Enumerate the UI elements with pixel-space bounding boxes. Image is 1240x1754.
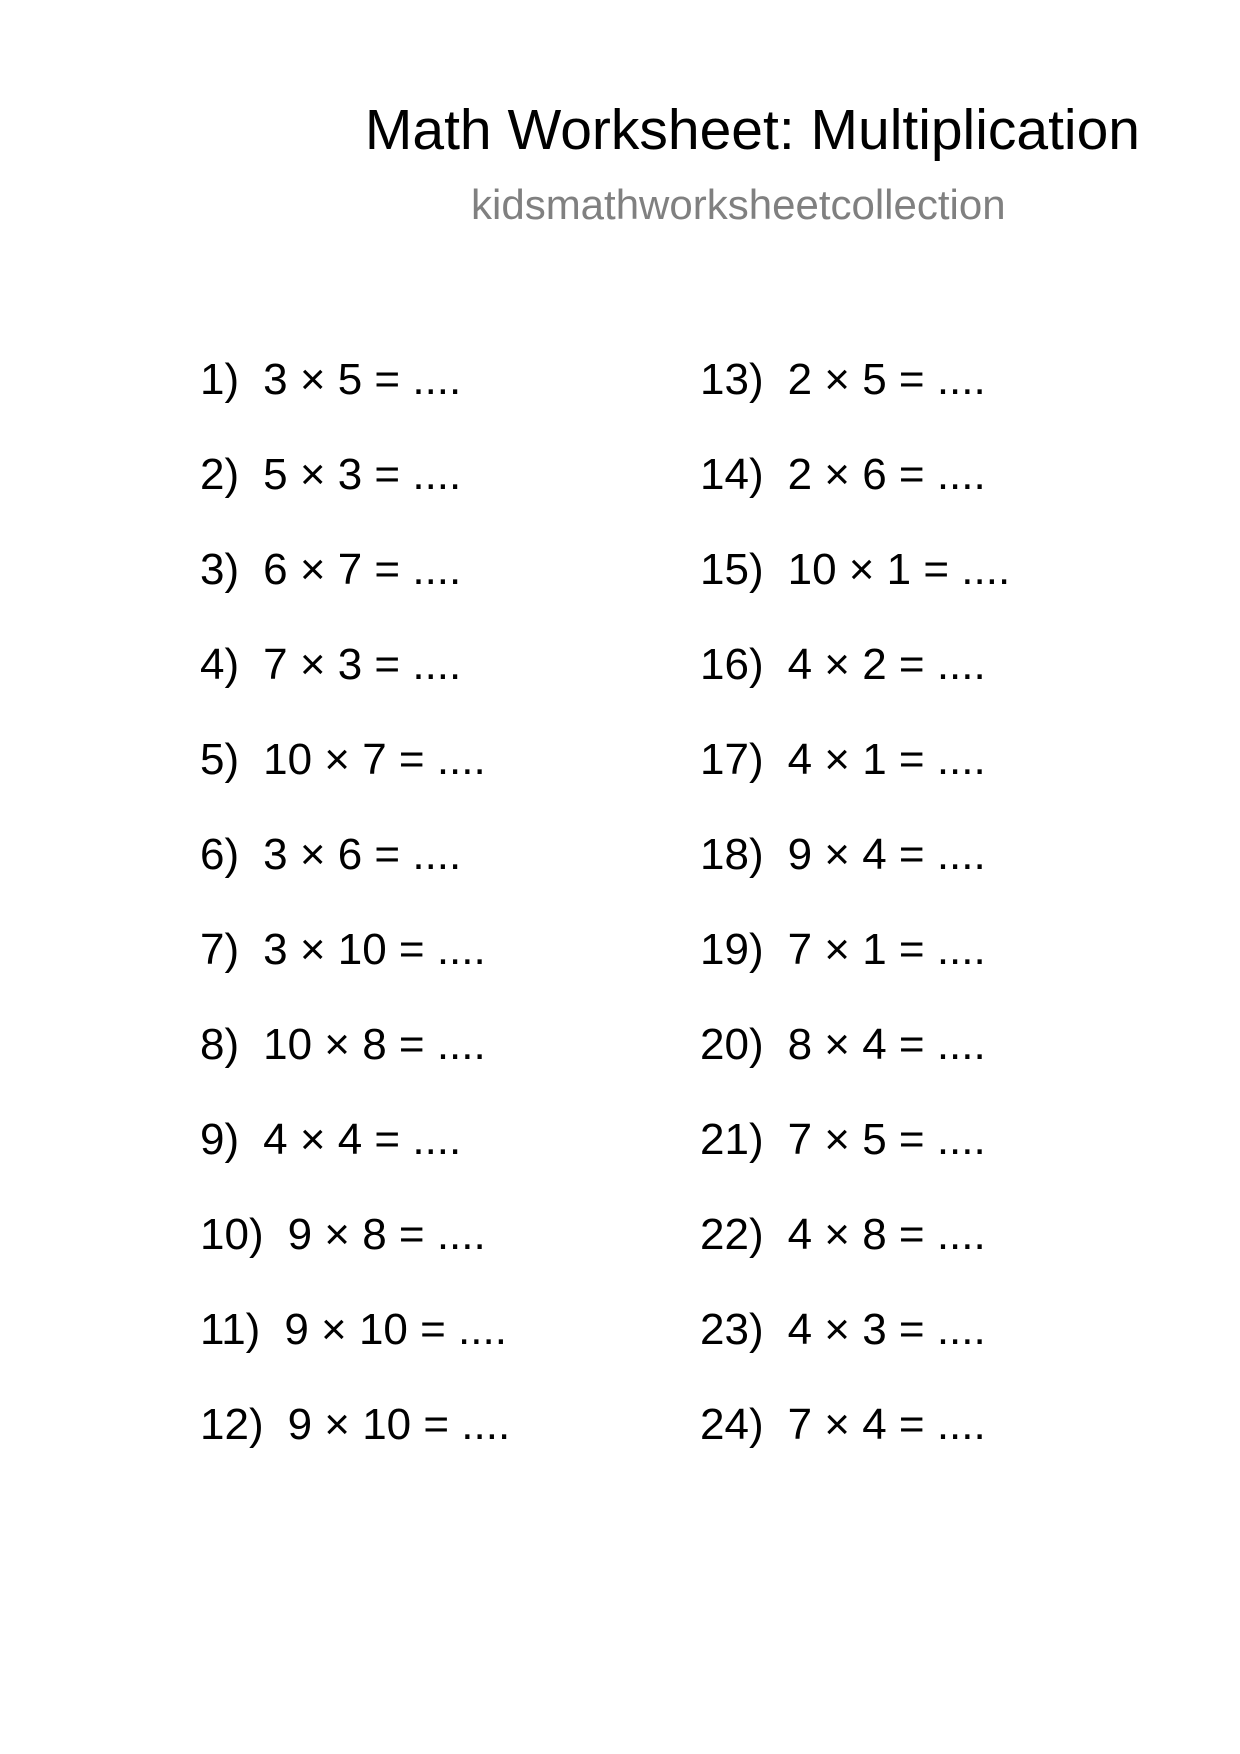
problem-number: 23) xyxy=(700,1305,764,1354)
problem-number: 19) xyxy=(700,925,764,974)
problem-column-right xyxy=(700,350,1010,1490)
problem-expression: 7 × 3 = .... xyxy=(263,640,462,689)
problem-expression: 7 × 1 = .... xyxy=(787,925,986,974)
problem-number: 16) xyxy=(700,640,764,689)
problem-number: 22) xyxy=(700,1210,764,1259)
problem-number: 3) xyxy=(200,545,240,594)
problem-number: 7) xyxy=(200,925,240,974)
problem-item xyxy=(700,825,1010,920)
problem-item xyxy=(700,635,1010,730)
problem-expression: 3 × 6 = .... xyxy=(263,830,462,879)
problem-expression: 4 × 1 = .... xyxy=(787,735,986,784)
problem-expression: 10 × 1 = .... xyxy=(787,545,1011,594)
problem-expression: 4 × 4 = .... xyxy=(263,1115,462,1164)
problem-number: 15) xyxy=(700,545,764,594)
problem-expression: 3 × 5 = .... xyxy=(263,355,462,404)
problem-item xyxy=(200,730,510,825)
problem-number: 6) xyxy=(200,830,240,879)
problem-number: 14) xyxy=(700,450,764,499)
problem-item xyxy=(200,540,510,635)
problem-item xyxy=(700,350,1010,445)
problem-column-left xyxy=(200,350,510,1490)
problem-item xyxy=(700,540,1010,635)
problem-item xyxy=(200,1110,510,1205)
problem-item xyxy=(200,825,510,920)
problem-expression: 9 × 10 = .... xyxy=(284,1305,507,1354)
problem-expression: 10 × 8 = .... xyxy=(263,1020,486,1069)
problem-number: 2) xyxy=(200,450,240,499)
problem-number: 11) xyxy=(200,1305,261,1354)
problem-item xyxy=(200,920,510,1015)
problem-item xyxy=(700,1300,1010,1395)
problem-number: 8) xyxy=(200,1020,240,1069)
problem-number: 21) xyxy=(700,1115,764,1164)
problem-item xyxy=(700,1110,1010,1205)
problem-expression: 2 × 6 = .... xyxy=(787,450,986,499)
problem-item xyxy=(700,1205,1010,1300)
problem-item xyxy=(700,445,1010,540)
problem-expression: 4 × 3 = .... xyxy=(787,1305,986,1354)
page-subtitle: kidsmathworksheetcollection xyxy=(471,181,1006,228)
problem-expression: 4 × 8 = .... xyxy=(787,1210,986,1259)
problem-number: 10) xyxy=(200,1210,264,1259)
problem-number: 1) xyxy=(200,355,240,404)
problem-item xyxy=(700,920,1010,1015)
problem-expression: 7 × 4 = .... xyxy=(787,1400,986,1449)
problem-expression: 9 × 10 = .... xyxy=(287,1400,511,1449)
problem-item xyxy=(700,730,1010,825)
problem-expression: 3 × 10 = .... xyxy=(263,925,486,974)
problem-expression: 9 × 8 = .... xyxy=(287,1210,486,1259)
problem-expression: 7 × 5 = .... xyxy=(787,1115,986,1164)
problem-expression: 4 × 2 = .... xyxy=(787,640,986,689)
problem-expression: 8 × 4 = .... xyxy=(787,1020,986,1069)
problem-item xyxy=(700,1015,1010,1110)
problem-expression: 6 × 7 = .... xyxy=(263,545,462,594)
problem-number: 9) xyxy=(200,1115,240,1164)
problem-item xyxy=(200,1015,510,1110)
problem-number: 12) xyxy=(200,1400,264,1449)
page-title: Math Worksheet: Multiplication xyxy=(364,98,1140,162)
problem-item xyxy=(200,1205,510,1300)
problem-item xyxy=(200,350,510,445)
problem-number: 13) xyxy=(700,355,764,404)
problem-number: 5) xyxy=(200,735,240,784)
problem-number: 17) xyxy=(700,735,764,784)
problem-expression: 5 × 3 = .... xyxy=(263,450,462,499)
problem-number: 20) xyxy=(700,1020,764,1069)
problem-number: 18) xyxy=(700,830,764,879)
problem-expression: 2 × 5 = .... xyxy=(787,355,986,404)
problem-item xyxy=(200,1395,510,1490)
problem-item xyxy=(700,1395,1010,1490)
problem-number: 24) xyxy=(700,1400,764,1449)
problem-item xyxy=(200,635,510,730)
problem-item xyxy=(200,1300,510,1395)
problem-expression: 9 × 4 = .... xyxy=(787,830,986,879)
problem-number: 4) xyxy=(200,640,240,689)
problem-expression: 10 × 7 = .... xyxy=(263,735,486,784)
problem-item xyxy=(200,445,510,540)
